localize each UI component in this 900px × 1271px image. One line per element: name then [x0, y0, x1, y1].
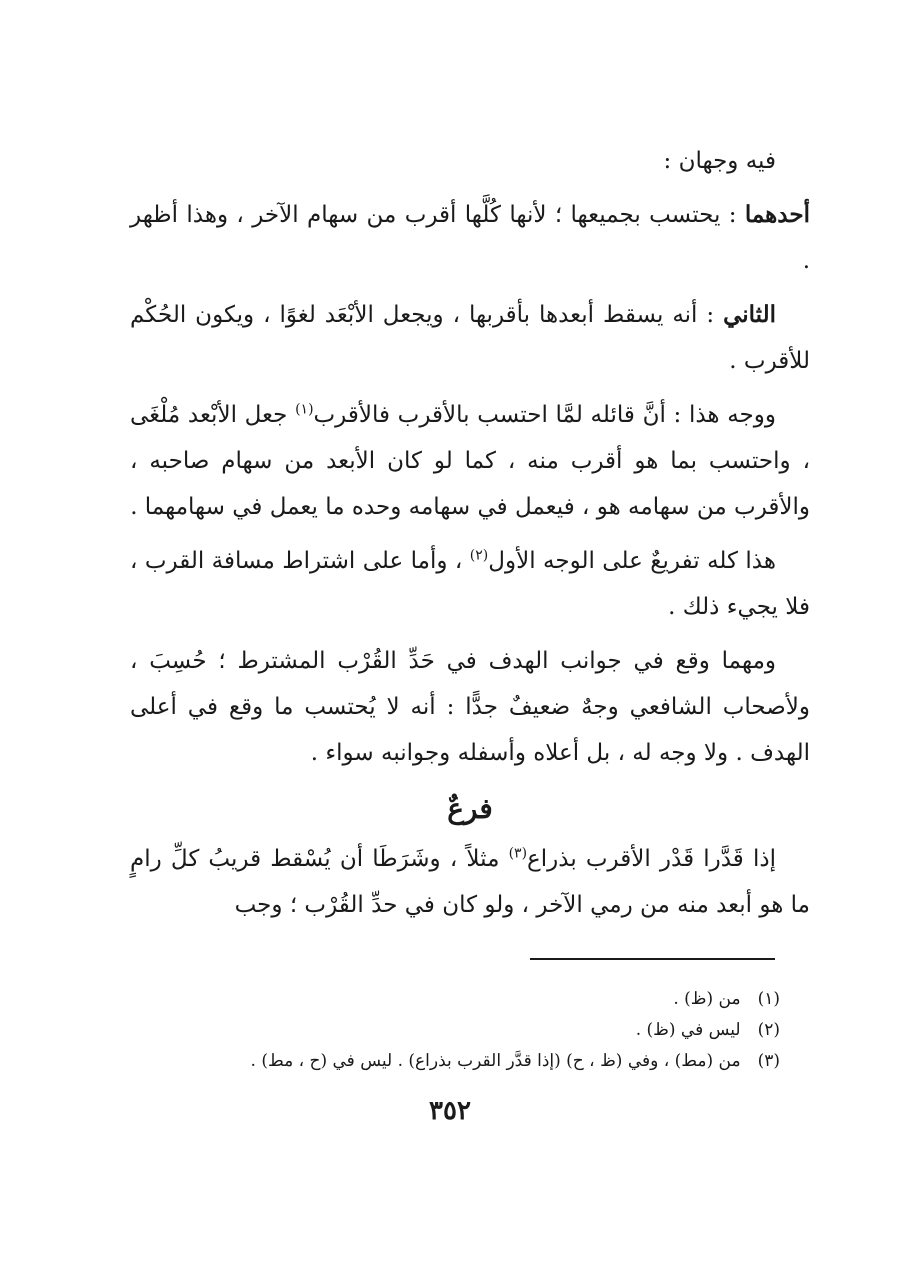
paragraph-first-view: [130, 192, 810, 284]
footnote-item: [130, 1015, 780, 1046]
footnote-text: من (مط) ، وفي (ظ ، ح) (إذا قدَّر القرب بذراع) . ليس في (ح ، مط) .: [250, 1051, 741, 1071]
paragraph-reasoning: [130, 392, 810, 530]
footnote-ref-2[interactable]: (٢): [469, 547, 489, 564]
paragraph-text: فيه وجهان :: [663, 148, 776, 174]
paragraph-text: ووجه هذا : أنَّ قائله لمَّا احتسب بالأقرب فالأقرب: [313, 402, 776, 428]
paragraph-text: : أنه يسقط أبعدها بأقربها ، ويجعل الأبْعَد لغوًا ، ويكون الحُكْم للأقرب .: [130, 302, 810, 374]
paragraph-second-view: [130, 292, 810, 384]
footnotes: [130, 984, 780, 1077]
paragraph-branching: [130, 538, 810, 630]
paragraph-tail: مثلاً ، وشَرَطَا أن يُسْقط قريبُ كلِّ رامٍ ما هو أبعد منه من رمي الآخر ، ولو كان في حدِّ القُرْب ؛ وجب: [130, 846, 810, 918]
section-heading: فرعٌ: [447, 792, 493, 825]
paragraph-text: ومهما وقع في جوانب الهدف في حَدِّ القُرْب المشترط ؛ حُسِبَ ، ولأصحاب الشافعي وجهٌ ضعيفٌ جدًّا : أنه لا يُحتسب ما وقع في أعلى الهدف . ولا وجه له ، بل أعلاه وأسفله وجوانبه سواء .: [130, 648, 810, 766]
paragraph-target-sides: [130, 638, 810, 776]
paragraph-text: هذا كله تفريعٌ على الوجه الأول: [488, 548, 777, 574]
paragraph-tail: جعل الأبْعد مُلْغَى ، واحتسب بما هو أقرب منه ، كما لو كان الأبعد من سهام صاحبه ، والأقرب من سهامه هو ، فيعمل في سهامه وحده ما يعمل في سهامهما .: [130, 402, 810, 520]
page-number: ٣٥٢: [429, 1096, 471, 1126]
footnote-divider: [530, 958, 775, 960]
paragraph-tail: ، وأما على اشتراط مسافة القرب ، فلا يجيء ذلك .: [130, 548, 810, 620]
page-body: [130, 138, 810, 936]
footnote-text: من (ظ) .: [673, 989, 741, 1009]
paragraph-intro: [130, 138, 810, 184]
footnote-number: (١): [757, 989, 780, 1009]
paragraph-text: إذا قَدَّرا قَدْر الأقرب بذراع: [527, 846, 776, 872]
footnote-item: [130, 1046, 780, 1077]
footnote-ref-1[interactable]: (١): [295, 401, 314, 418]
footnote-number: (٣): [757, 1051, 780, 1071]
footnote-number: (٢): [757, 1020, 780, 1040]
paragraph-lead: أحدهما: [744, 201, 810, 228]
footnote-item: [130, 984, 780, 1015]
paragraph-lead: الثاني: [723, 301, 776, 328]
paragraph-text: : يحتسب بجميعها ؛ لأنها كُلَّها أقرب من سهام الآخر ، وهذا أظهر .: [130, 202, 810, 274]
paragraph-branch: [130, 836, 810, 928]
footnote-text: ليس في (ظ) .: [635, 1020, 741, 1040]
footnote-ref-3[interactable]: (٣): [508, 845, 528, 862]
